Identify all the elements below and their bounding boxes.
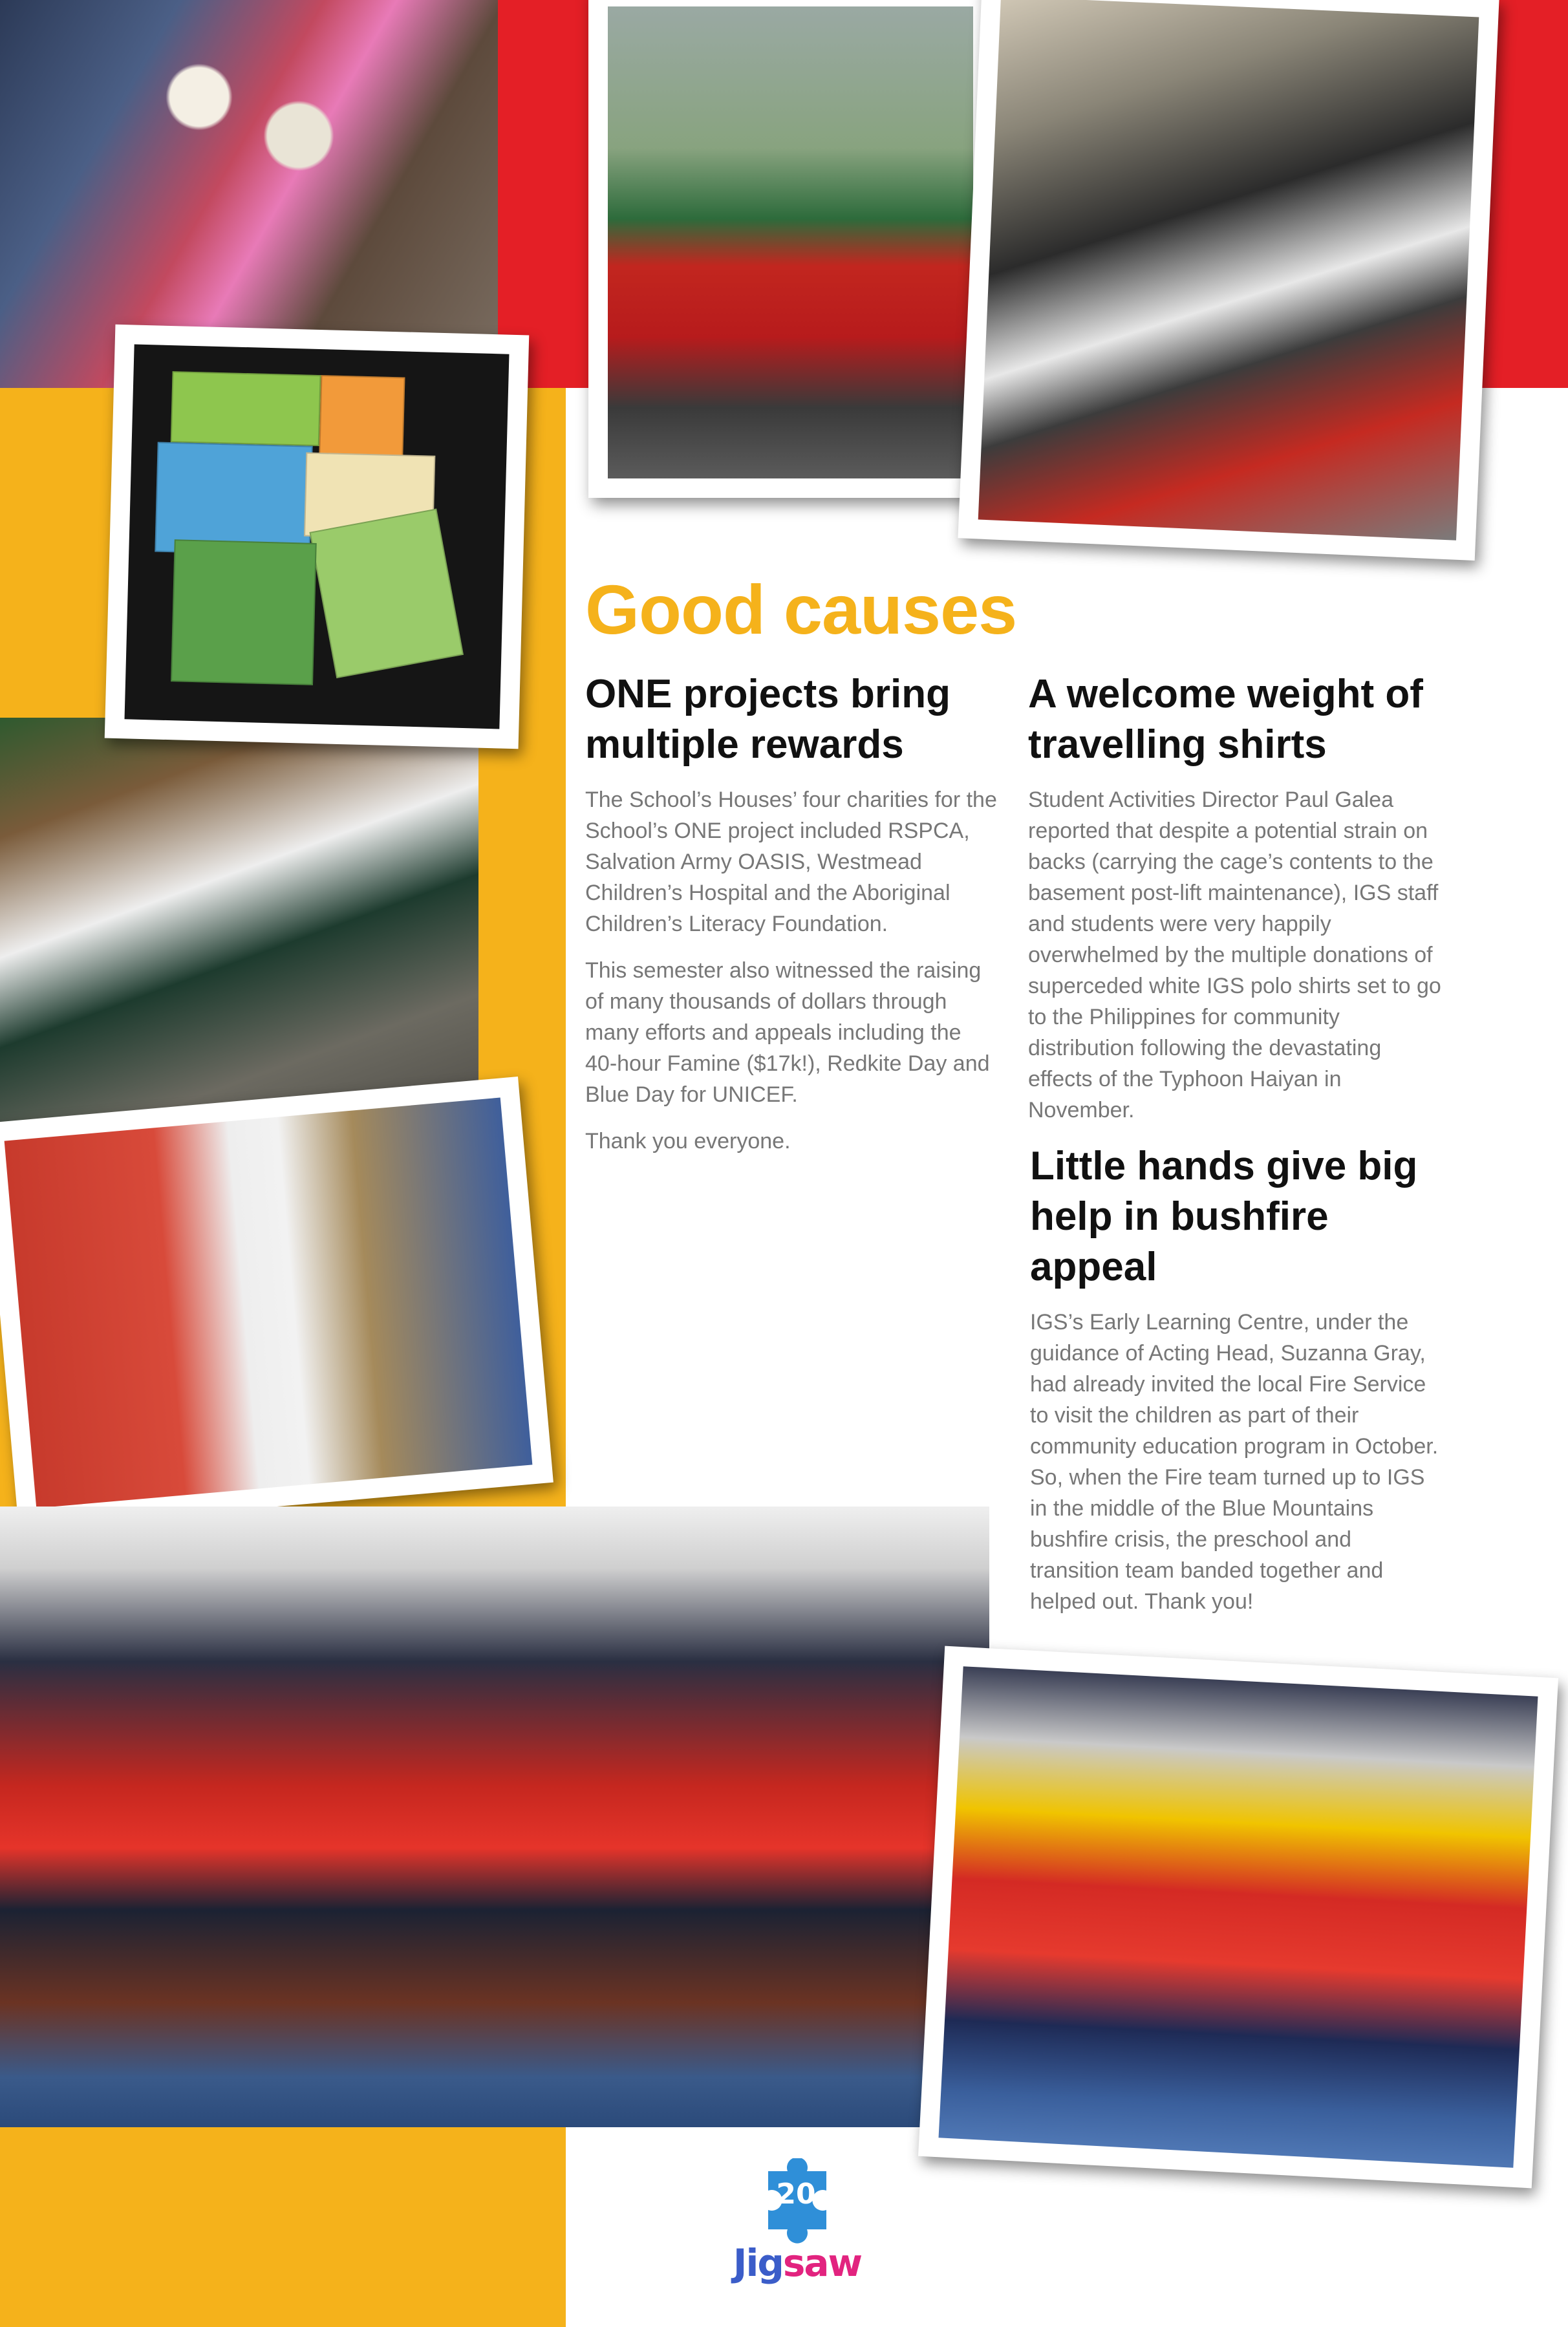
photo-donated-bags [958, 0, 1499, 561]
page-title: Good causes [585, 570, 1017, 649]
photo-staff-packing-box [0, 1077, 553, 1529]
jigsaw-logo [729, 2158, 865, 2288]
yellow-background-block-bottom [0, 2121, 566, 2327]
article-bushfire-appeal [1030, 1141, 1444, 1633]
article-travelling-shirts [1028, 669, 1442, 1141]
photo-children-red-shirts [588, 0, 993, 498]
article-one-projects [585, 669, 999, 1172]
logo-word-part1: Jig [733, 2241, 783, 2285]
article-heading: Little hands give big help in bushfire appeal [1030, 1144, 1418, 1289]
logo-number: 20 [776, 2178, 816, 2211]
logo-wordmark [729, 2241, 865, 2285]
photo-donated-books [105, 325, 530, 749]
red-background-block [491, 0, 588, 388]
article-paragraph: IGS’s Early Learning Centre, under the guidance of Acting Head, Suzanna Gray, had already invited the local Fire Service to visit the children as part of their community education program in October. So, when the Fire team turned up to IGS in the middle of the Blue Mountains bushfire crisis, the preschool and transition team banded together and helped out. Thank you! [1030, 1310, 1439, 1614]
logo-word-part2: saw [782, 2241, 862, 2285]
article-paragraph: The School’s Houses’ four charities for the School’s ONE project included RSPCA, Salvation Army OASIS, Westmead Children’s Hospital and the Aboriginal Children’s Literacy Foundation. [585, 788, 997, 936]
photo-student-kneeling-cans [0, 718, 478, 1144]
article-heading: A welcome weight of travelling shirts [1028, 672, 1423, 767]
article-heading: ONE projects bring multiple rewards [585, 672, 950, 767]
article-paragraph: Thank you everyone. [585, 1129, 791, 1153]
photo-children-firefighter-costumes [918, 1646, 1558, 2189]
photo-fire-service-visit [0, 1507, 989, 2127]
article-paragraph: Student Activities Director Paul Galea reported that despite a potential strain on backs (carrying the cage’s contents to the basement post-lift maintenance), IGS staff and students were very happily overwhelmed by the multiple donations of superceded white IGS polo shirts set to go to the Philippines for community distribution following the devastating effects of the Typhoon Haiyan in November. [1028, 788, 1441, 1122]
article-paragraph: This semester also witnessed the raising of many thousands of dollars through many efforts and appeals including the 40-hour Famine ($17k!), Redkite Day and Blue Day for UNICEF. [585, 958, 990, 1107]
